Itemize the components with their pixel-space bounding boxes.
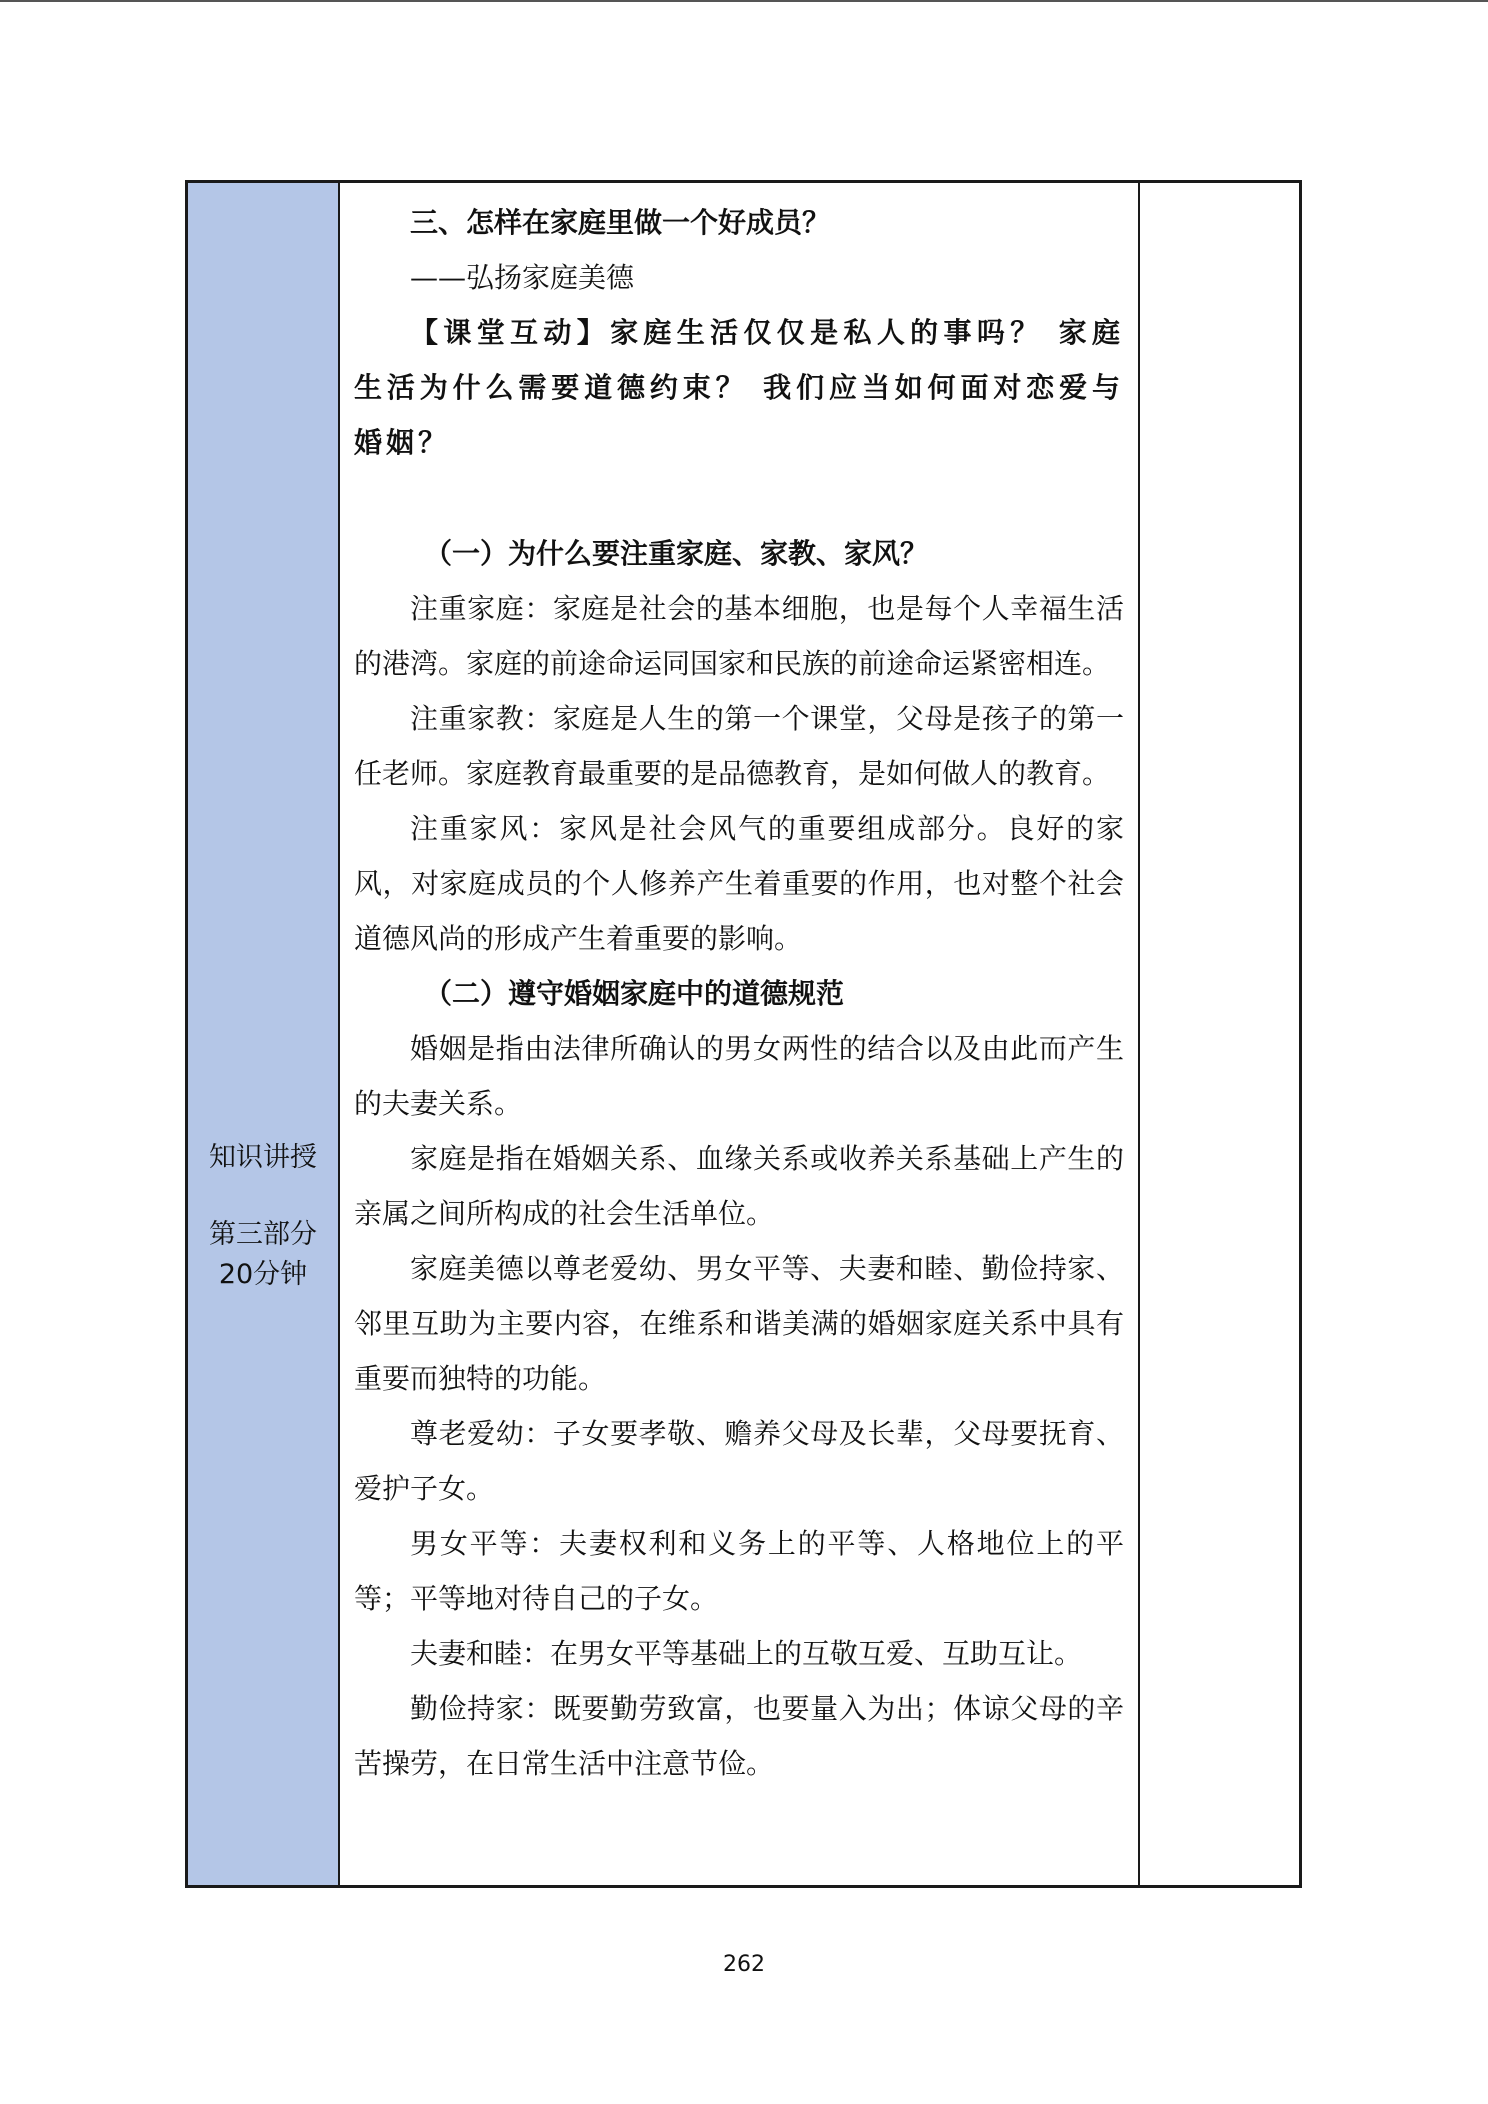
notes-column [1140,183,1299,1885]
class-interaction: 【课堂互动】家庭生活仅仅是私人的事吗？ 家庭生活为什么需要道德约束？ 我们应当如何面对恋爱与婚姻？ [354,316,1124,459]
paragraph-tradition: 注重家风：家风是社会风气的重要组成部分。良好的家风，对家庭成员的个人修养产生着重要的作用，也对整个社会道德风尚的形成产生着重要的影响。 [354,812,1124,955]
lesson-table [185,180,1302,1888]
section-duration: 20分钟 [218,1259,308,1290]
section-part: 第三部分 [209,1219,317,1250]
paragraph-respect: 尊老爱幼：子女要孝敬、赡养父母及长辈，父母要抚育、爱护子女。 [354,1417,1124,1505]
section-heading: 三、怎样在家庭里做一个好成员？ [410,206,831,239]
section-subheading: ——弘扬家庭美德 [410,261,635,294]
paragraph-harmony: 夫妻和睦：在男女平等基础上的互敬互爱、互助互让。 [410,1637,1083,1670]
content-column [340,183,1140,1885]
subsection-title-1: （一）为什么要注重家庭、家教、家风？ [424,537,929,570]
paragraph-thrift: 勤俭持家：既要勤劳致富，也要量入为出；体谅父母的辛苦操劳，在日常生活中注意节俭。 [354,1692,1124,1780]
paragraph-marriage: 婚姻是指由法律所确认的男女两性的结合以及由此而产生的夫妻关系。 [354,1032,1124,1120]
paragraph-family-definition: 家庭是指在婚姻关系、血缘关系或收养关系基础上产生的亲属之间所构成的社会生活单位。 [354,1142,1124,1230]
section-label: 知识讲授 [209,1142,317,1173]
page-number: 262 [723,1952,765,1977]
subsection-title-2: （二）遵守婚姻家庭中的道德规范 [424,977,845,1010]
paragraph-family-virtue: 家庭美德以尊老爱幼、男女平等、夫妻和睦、勤俭持家、邻里互助为主要内容，在维系和谐美满的婚姻家庭关系中具有重要而独特的功能。 [354,1252,1124,1395]
section-column [188,183,340,1885]
spacer [354,470,1124,526]
top-border [0,0,1488,2]
paragraph-family: 注重家庭：家庭是社会的基本细胞，也是每个人幸福生活的港湾。家庭的前途命运同国家和民族的前途命运紧密相连。 [354,592,1124,680]
paragraph-education: 注重家教：家庭是人生的第一个课堂，父母是孩子的第一任老师。家庭教育最重要的是品德教育，是如何做人的教育。 [354,702,1124,790]
paragraph-equality: 男女平等：夫妻权利和义务上的平等、人格地位上的平等；平等地对待自己的子女。 [354,1527,1124,1615]
